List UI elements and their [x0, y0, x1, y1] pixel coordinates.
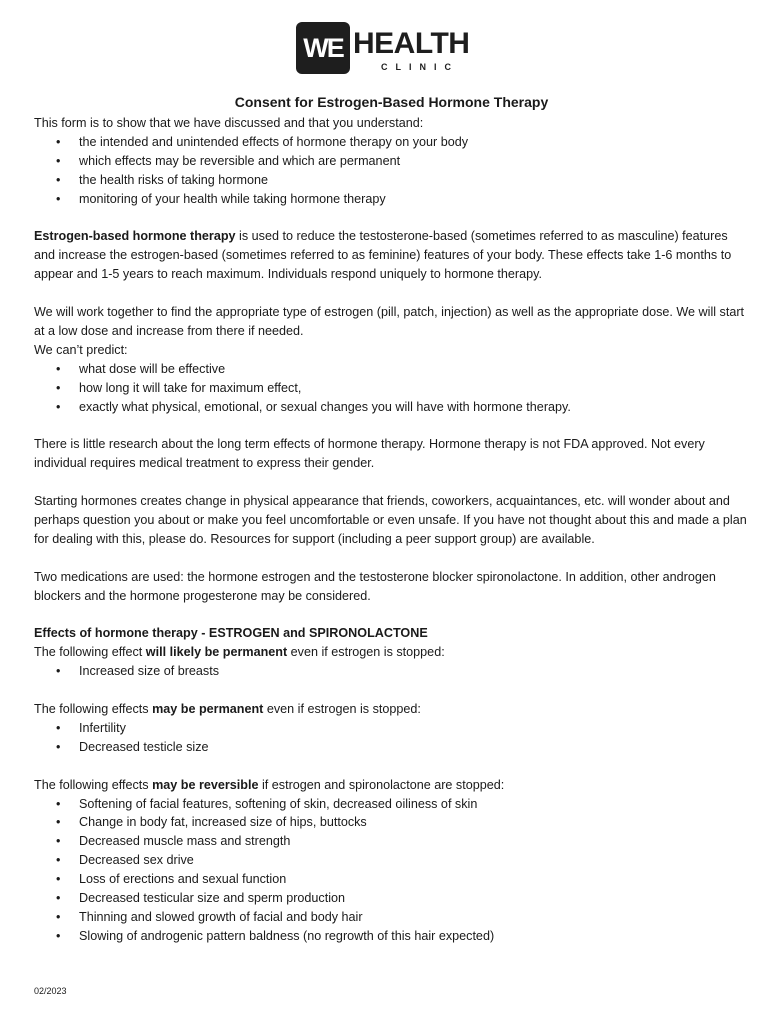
predict-list — [34, 360, 749, 417]
list-item: • which effects may be reversible and which are permanent — [79, 152, 749, 171]
appearance-paragraph: Starting hormones creates change in physical appearance that friends, coworkers, acquaintances, etc. will wonder about and perhaps question you about or make you feel uncomfortable or even unsafe. If you have not thought about this and made a plan for dealing with this, please do. Resources for support (including a peer support group) are available. — [34, 494, 747, 546]
reversible-label: The following effects may be reversible if estrogen and spironolactone are stopped: — [34, 777, 505, 792]
medications-paragraph: Two medications are used: the hormone estrogen and the testosterone blocker spironolactone. In addition, other androgen blockers and the hormone progesterone may be considered. — [34, 569, 716, 603]
logo-mark: WE — [296, 22, 350, 74]
maybe-permanent-list — [34, 719, 749, 757]
intro-list — [34, 133, 749, 209]
list-item: • Increased size of breasts — [79, 662, 749, 681]
cant-predict-label: We can’t predict: — [34, 342, 128, 357]
logo-word: HEALTH — [353, 27, 470, 60]
list-item: • Decreased sex drive — [79, 851, 749, 870]
list-item: • Thinning and slowed growth of facial and body hair — [79, 908, 749, 927]
list-item: • Decreased muscle mass and strength — [79, 832, 749, 851]
list-item: • Slowing of androgenic pattern baldness (no regrowth of this hair expected) — [79, 927, 749, 946]
maybe-permanent-label: The following effects may be permanent even if estrogen is stopped: — [34, 701, 421, 716]
intro-text: This form is to show that we have discussed and that you understand: — [34, 116, 424, 130]
list-item: • how long it will take for maximum effect, — [79, 379, 749, 398]
list-item: • what dose will be effective — [79, 360, 749, 379]
list-item: • the health risks of taking hormone — [79, 171, 749, 190]
list-item: • Loss of erections and sexual function — [79, 870, 749, 889]
clinic-logo — [296, 22, 476, 78]
list-item: • Change in body fat, increased size of hips, buttocks — [79, 813, 749, 832]
effects-heading: Effects of hormone therapy - ESTROGEN and SPIRONOLACTONE — [34, 626, 428, 641]
list-item: • monitoring of your health while taking hormone therapy — [79, 190, 749, 209]
dose-paragraph: We will work together to find the appropriate type of estrogen (pill, patch, injection) as well as the appropriate dose. We will start at a low dose and increase from there if needed. — [34, 305, 745, 338]
logo-subtitle: CLINIC — [381, 62, 459, 72]
research-paragraph: There is little research about the long term effects of hormone therapy. Hormone therapy is not FDA approved. Not every individual requires medical treatment to express their gender. — [34, 437, 705, 471]
list-item: • the intended and unintended effects of hormone therapy on your body — [79, 133, 749, 152]
list-item: • Softening of facial features, softening of skin, decreased oiliness of skin — [79, 795, 749, 814]
list-item: • Decreased testicular size and sperm production — [79, 889, 749, 908]
likely-permanent-label: The following effect will likely be permanent even if estrogen is stopped: — [34, 645, 445, 660]
therapy-description: Estrogen-based hormone therapy is used to reduce the testosterone-based (sometimes referred to as masculine) features and increase the estrogen-based (sometimes referred to as feminine) features of your body. These effects take 1-6 months to appear and 1-5 years to reach maximum. Individuals respond uniquely to hormone therapy. — [34, 229, 732, 282]
revision-date: 02/2023 — [34, 986, 67, 996]
page-title: Consent for Estrogen-Based Hormone Therapy — [234, 94, 549, 110]
likely-permanent-list — [34, 662, 749, 681]
consent-form — [34, 93, 749, 946]
therapy-term: Estrogen-based hormone therapy — [34, 229, 236, 244]
list-item: • Decreased testicle size — [79, 738, 749, 757]
list-item: • exactly what physical, emotional, or sexual changes you will have with hormone therapy. — [79, 398, 749, 417]
list-item: • Infertility — [79, 719, 749, 738]
reversible-list — [34, 795, 749, 946]
